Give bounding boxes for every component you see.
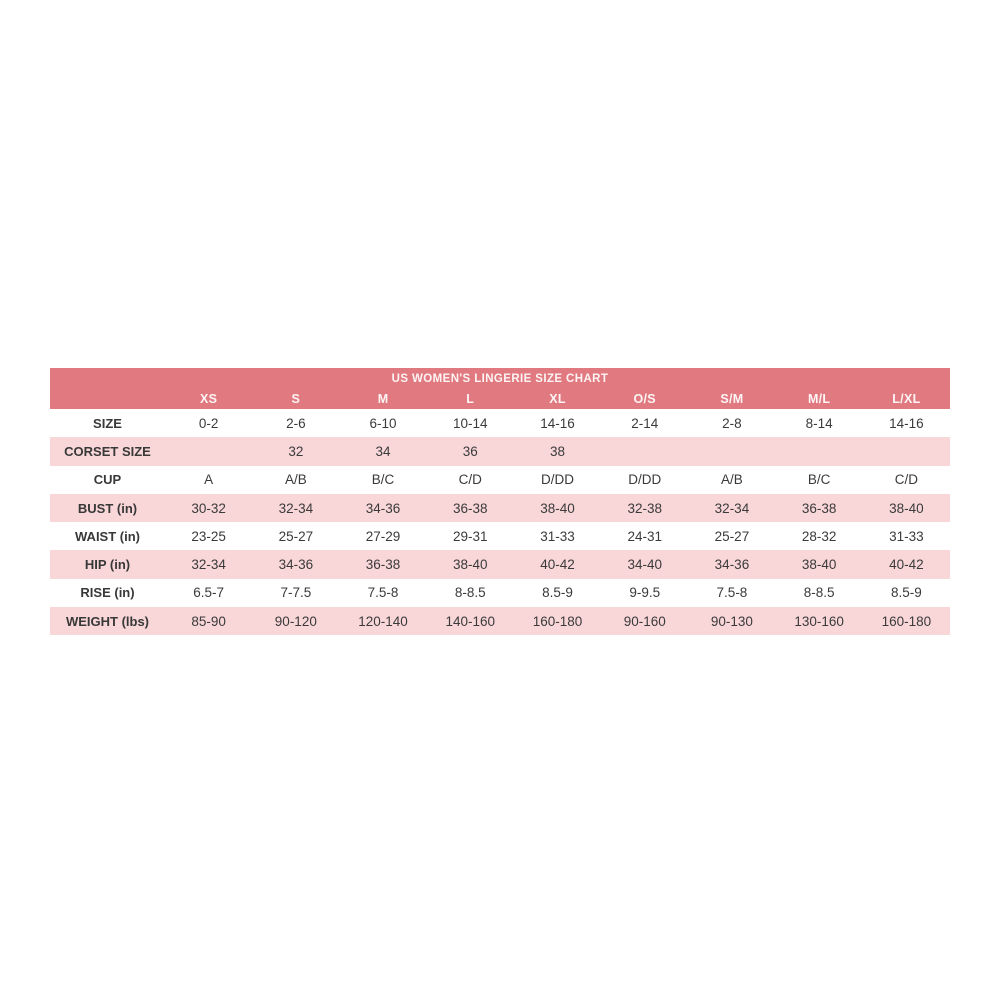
data-cell: B/C <box>371 472 395 488</box>
data-cell: 34-36 <box>365 500 401 516</box>
table-row <box>50 466 950 494</box>
table-row <box>50 579 950 607</box>
lingerie-size-chart-table <box>50 368 950 635</box>
row-label: RISE (in) <box>80 585 135 601</box>
data-cell: 36-38 <box>365 557 401 573</box>
data-cell: 36-38 <box>801 500 837 516</box>
data-cell: 130-160 <box>794 613 844 629</box>
data-cell: 40-42 <box>540 557 575 573</box>
column-header: L/XL <box>892 392 921 406</box>
column-header: L <box>466 392 475 406</box>
column-header: XS <box>199 392 218 406</box>
data-cell: 0-2 <box>198 415 219 431</box>
data-cell: 85-90 <box>191 613 226 629</box>
table-row <box>50 522 950 550</box>
data-cell: 36 <box>462 443 478 459</box>
data-cell: 8-14 <box>805 415 833 431</box>
row-label: SIZE <box>93 415 122 431</box>
data-cell: A/B <box>721 472 743 488</box>
data-cell: 6-10 <box>369 415 397 431</box>
data-cell: 9-9.5 <box>629 585 661 601</box>
row-label: WAIST (in) <box>75 528 140 544</box>
column-header: S/M <box>720 392 744 406</box>
row-label: HIP (in) <box>84 557 131 573</box>
data-cell: 90-130 <box>710 613 753 629</box>
data-cell: 90-120 <box>274 613 317 629</box>
column-header: M <box>377 392 389 406</box>
data-cell: 32-34 <box>278 500 314 516</box>
data-cell: A <box>204 472 214 488</box>
data-cell: 2-6 <box>286 415 306 431</box>
data-cell: 27-29 <box>365 528 401 544</box>
data-cell: 38-40 <box>801 557 837 573</box>
data-cell: 38-40 <box>453 557 488 573</box>
data-cell: 23-25 <box>191 528 226 544</box>
data-cell: 38-40 <box>540 500 575 516</box>
data-cell: D/DD <box>628 472 662 488</box>
data-cell: 32-38 <box>627 500 662 516</box>
data-cell: 32-34 <box>191 557 226 573</box>
data-cell: 38 <box>549 443 565 459</box>
data-cell: C/D <box>458 472 482 488</box>
data-cell: D/DD <box>540 472 574 488</box>
data-cell: 120-140 <box>358 613 408 629</box>
data-cell: 25-27 <box>714 528 750 544</box>
table-title: US WOMEN'S LINGERIE SIZE CHART <box>50 368 950 389</box>
data-cell: 2-14 <box>631 415 659 431</box>
row-label: BUST (in) <box>77 500 138 516</box>
table-row <box>50 607 950 635</box>
data-cell: 7.5-8 <box>367 585 399 601</box>
data-cell: A/B <box>284 472 307 488</box>
data-cell: 29-31 <box>453 528 488 544</box>
data-cell: 30-32 <box>191 500 226 516</box>
table-body <box>50 409 950 635</box>
table-row <box>50 494 950 522</box>
column-header-row <box>50 389 950 409</box>
data-cell: 40-42 <box>889 557 924 573</box>
data-cell: 8-8.5 <box>803 585 835 601</box>
data-cell: 8-8.5 <box>454 585 486 601</box>
data-cell: 160-180 <box>881 613 932 629</box>
data-cell: 31-33 <box>540 528 575 544</box>
data-cell: 25-27 <box>278 528 314 544</box>
data-cell: 6.5-7 <box>193 585 224 601</box>
data-cell: 32 <box>288 443 304 459</box>
row-label: CUP <box>93 472 122 488</box>
data-cell: 140-160 <box>445 613 496 629</box>
row-label: WEIGHT (lbs) <box>65 613 150 629</box>
table-row <box>50 409 950 437</box>
data-cell: 34-36 <box>714 557 750 573</box>
data-cell: 2-8 <box>722 415 742 431</box>
table-row <box>50 437 950 465</box>
data-cell: 14-16 <box>889 415 924 431</box>
data-cell: 36-38 <box>453 500 488 516</box>
data-cell: 32-34 <box>714 500 750 516</box>
data-cell: 24-31 <box>627 528 662 544</box>
column-header: M/L <box>807 392 831 406</box>
data-cell: 7.5-8 <box>716 585 748 601</box>
data-cell: 34-40 <box>627 557 662 573</box>
column-header: O/S <box>633 392 656 406</box>
row-label: CORSET SIZE <box>64 443 151 459</box>
data-cell: 7-7.5 <box>280 585 312 601</box>
data-cell: 34 <box>375 443 391 459</box>
column-header: S <box>291 392 301 406</box>
data-cell: 31-33 <box>889 528 924 544</box>
data-cell: 10-14 <box>453 415 488 431</box>
data-cell: B/C <box>807 472 831 488</box>
data-cell: 38-40 <box>889 500 924 516</box>
data-cell: 34-36 <box>278 557 314 573</box>
data-cell: 160-180 <box>532 613 583 629</box>
data-cell: C/D <box>894 472 918 488</box>
data-cell: 8.5-9 <box>542 585 573 601</box>
column-header: XL <box>549 392 566 406</box>
data-cell: 90-160 <box>623 613 666 629</box>
data-cell: 14-16 <box>540 415 575 431</box>
data-cell: 8.5-9 <box>890 585 922 601</box>
data-cell: 28-32 <box>801 528 837 544</box>
table-row <box>50 550 950 578</box>
